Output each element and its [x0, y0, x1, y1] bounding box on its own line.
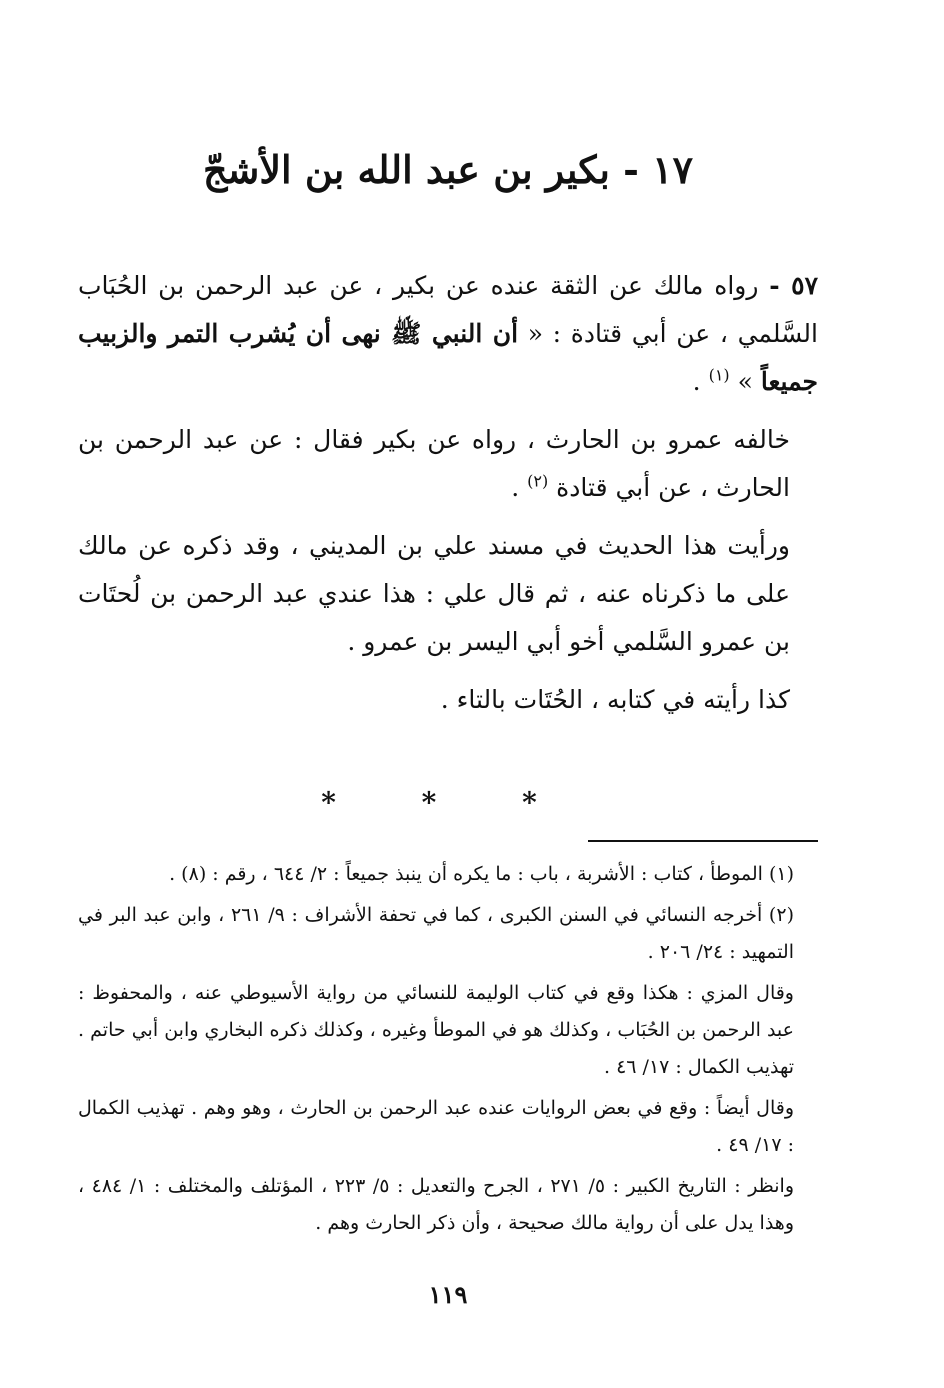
footnote-2: (٢) أخرجه النسائي في السنن الكبرى ، كما في تحفة الأشراف : ٩/ ٢٦١ ، وابن عبد البر في التمهيد : ٢٤/ ٢٠٦ .: [78, 904, 794, 963]
hadith-intro: رواه مالك عن الثقة عنده عن بكير ، عن عبد الرحمن بن الحُبَاب السَّلمي ، عن أبي قتادة : «: [78, 271, 818, 348]
hadith-quote-close: »: [729, 367, 761, 396]
footnote-2-continuation-3: وانظر : التاريخ الكبير : ٥/ ٢٧١ ، الجرح والتعديل : ٥/ ٢٢٣ ، المؤتلف والمختلف : ١/ ٤٨٤ ، وهذا يدل على أن رواية مالك صحيحة ، وأن ذكر الحارث وهم .: [78, 1175, 795, 1234]
footnote-ref-1[interactable]: (١): [708, 365, 730, 385]
paragraph-2-text: خالفه عمرو بن الحارث ، رواه عن بكير فقال : عن عبد الرحمن بن الحارث ، عن أبي قتادة: [78, 425, 790, 502]
hadith-number: ٥٧ -: [769, 271, 818, 300]
main-text: [78, 262, 818, 734]
paragraph-4: كذا رأيته في كتابه ، الحُتَات بالتاء .: [440, 685, 790, 714]
footnote-2-continuation-1: وقال المزي : هكذا وقع في كتاب الوليمة للنسائي من رواية الأسيوطي عنه ، والمحفوظ : عبد الرحمن بن الحُبَاب ، وكذلك هو في الموطأ وغيره ، وكذلك ذكره البخاري وابن أبي حاتم . تهذيب الكمال : ١٧/ ٤٦ .: [78, 982, 794, 1078]
section-divider-stars: * * *: [321, 786, 575, 819]
footnote-separator: [588, 840, 818, 842]
paragraph-3: ورأيت هذا الحديث في مسند علي بن المديني ، وقد ذكره عن مالك على ما ذكرناه عنه ، ثم قال علي : هذا عندي عبد الرحمن بن لُحتَات بن عمرو السَّلمي أخو أبي اليسر بن عمرو .: [78, 531, 790, 656]
footnote-ref-2[interactable]: (٢): [527, 471, 549, 491]
chapter-title: ١٧ - بكير بن عبد الله بن الأشجّ: [203, 147, 693, 192]
hadith-quote: أن النبي ﷺ نهى أن يُشرب التمر والزبيب جميعاً: [78, 319, 818, 396]
hadith-paragraph: [78, 262, 818, 406]
book-page: [78, 0, 818, 1388]
footnote-2-continuation-2: وقال أيضاً : وقع في بعض الروايات عنده عبد الرحمن بن الحارث ، وهو وهم . تهذيب الكمال : ١٧/ ٤٩ .: [78, 1097, 794, 1156]
paragraph-2-end: .: [511, 473, 528, 502]
hadith-end: .: [692, 367, 709, 396]
page-number: ١١٩: [428, 1280, 468, 1309]
footnote-1: (١) الموطأ ، كتاب : الأشربة ، باب : ما يكره أن ينبذ جميعاً : ٢/ ٦٤٤ ، رقم : (٨) .: [169, 863, 794, 885]
footnotes: [78, 856, 818, 1246]
paragraph-2: [78, 416, 818, 512]
